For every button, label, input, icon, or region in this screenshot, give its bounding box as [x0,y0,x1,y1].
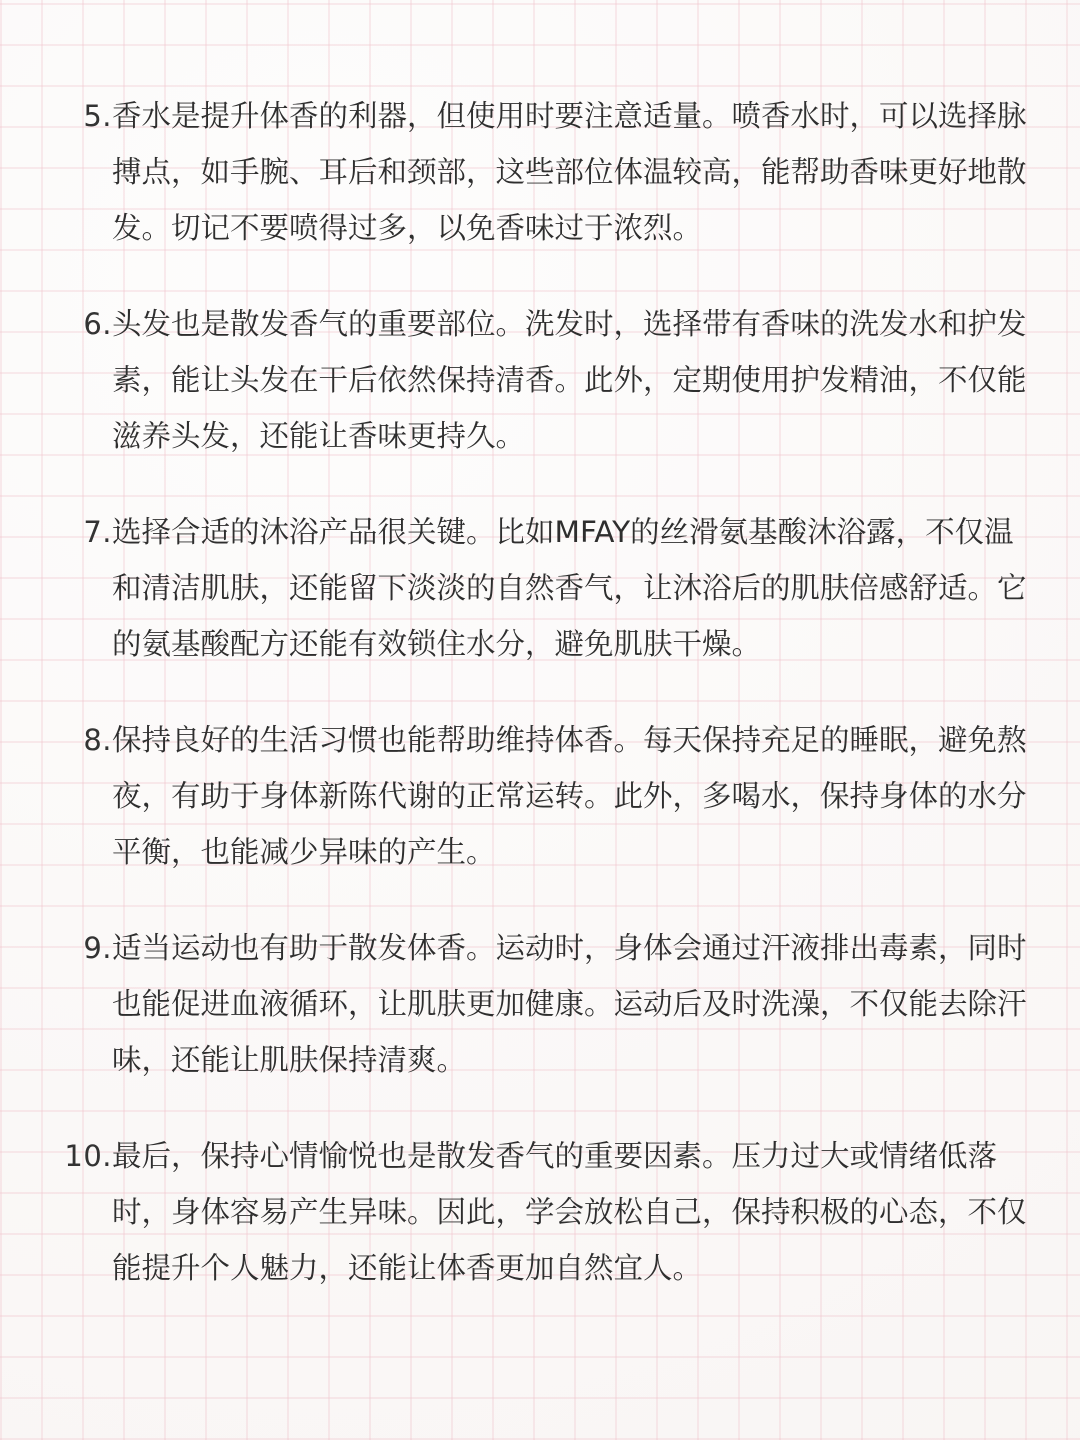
tip-number: 7. [83,515,112,549]
tip-text: 香水是提升体香的利器，但使用时要注意适量。喷香水时，可以选择脉搏点，如手腕、耳后和颈部，这些部位体温较高，能帮助香味更好地散发。切记不要喷得过多，以免香味过于浓烈。 [112,99,1027,245]
list-item [30,1128,1040,1296]
list-item [30,88,1040,256]
tip-text: 保持良好的生活习惯也能帮助维持体香。每天保持充足的睡眠，避免熬夜，有助于身体新陈代谢的正常运转。此外，多喝水，保持身体的水分平衡，也能减少异味的产生。 [112,723,1027,869]
tips-list [30,88,1040,1336]
list-item [30,712,1040,880]
tip-text: 选择合适的沐浴产品很关键。比如MFAY的丝滑氨基酸沐浴露，不仅温和清洁肌肤，还能留下淡淡的自然香气，让沐浴后的肌肤倍感舒适。它的氨基酸配方还能有效锁住水分，避免肌肤干燥。 [112,515,1027,661]
tip-number: 9. [83,931,112,965]
tip-number: 8. [83,723,112,757]
tip-text: 适当运动也有助于散发体香。运动时，身体会通过汗液排出毒素，同时也能促进血液循环，让肌肤更加健康。运动后及时洗澡，不仅能去除汗味，还能让肌肤保持清爽。 [112,931,1027,1077]
tip-number: 5. [83,99,112,133]
tip-number: 10. [64,1139,112,1173]
tip-text: 最后，保持心情愉悦也是散发香气的重要因素。压力过大或情绪低落时，身体容易产生异味。因此，学会放松自己，保持积极的心态，不仅能提升个人魅力，还能让体香更加自然宜人。 [112,1139,1027,1285]
list-item [30,920,1040,1088]
tip-text: 头发也是散发香气的重要部位。洗发时，选择带有香味的洗发水和护发素，能让头发在干后依然保持清香。此外，定期使用护发精油，不仅能滋养头发，还能让香味更持久。 [112,307,1027,453]
list-item [30,504,1040,672]
list-item [30,296,1040,464]
tip-number: 6. [83,307,112,341]
